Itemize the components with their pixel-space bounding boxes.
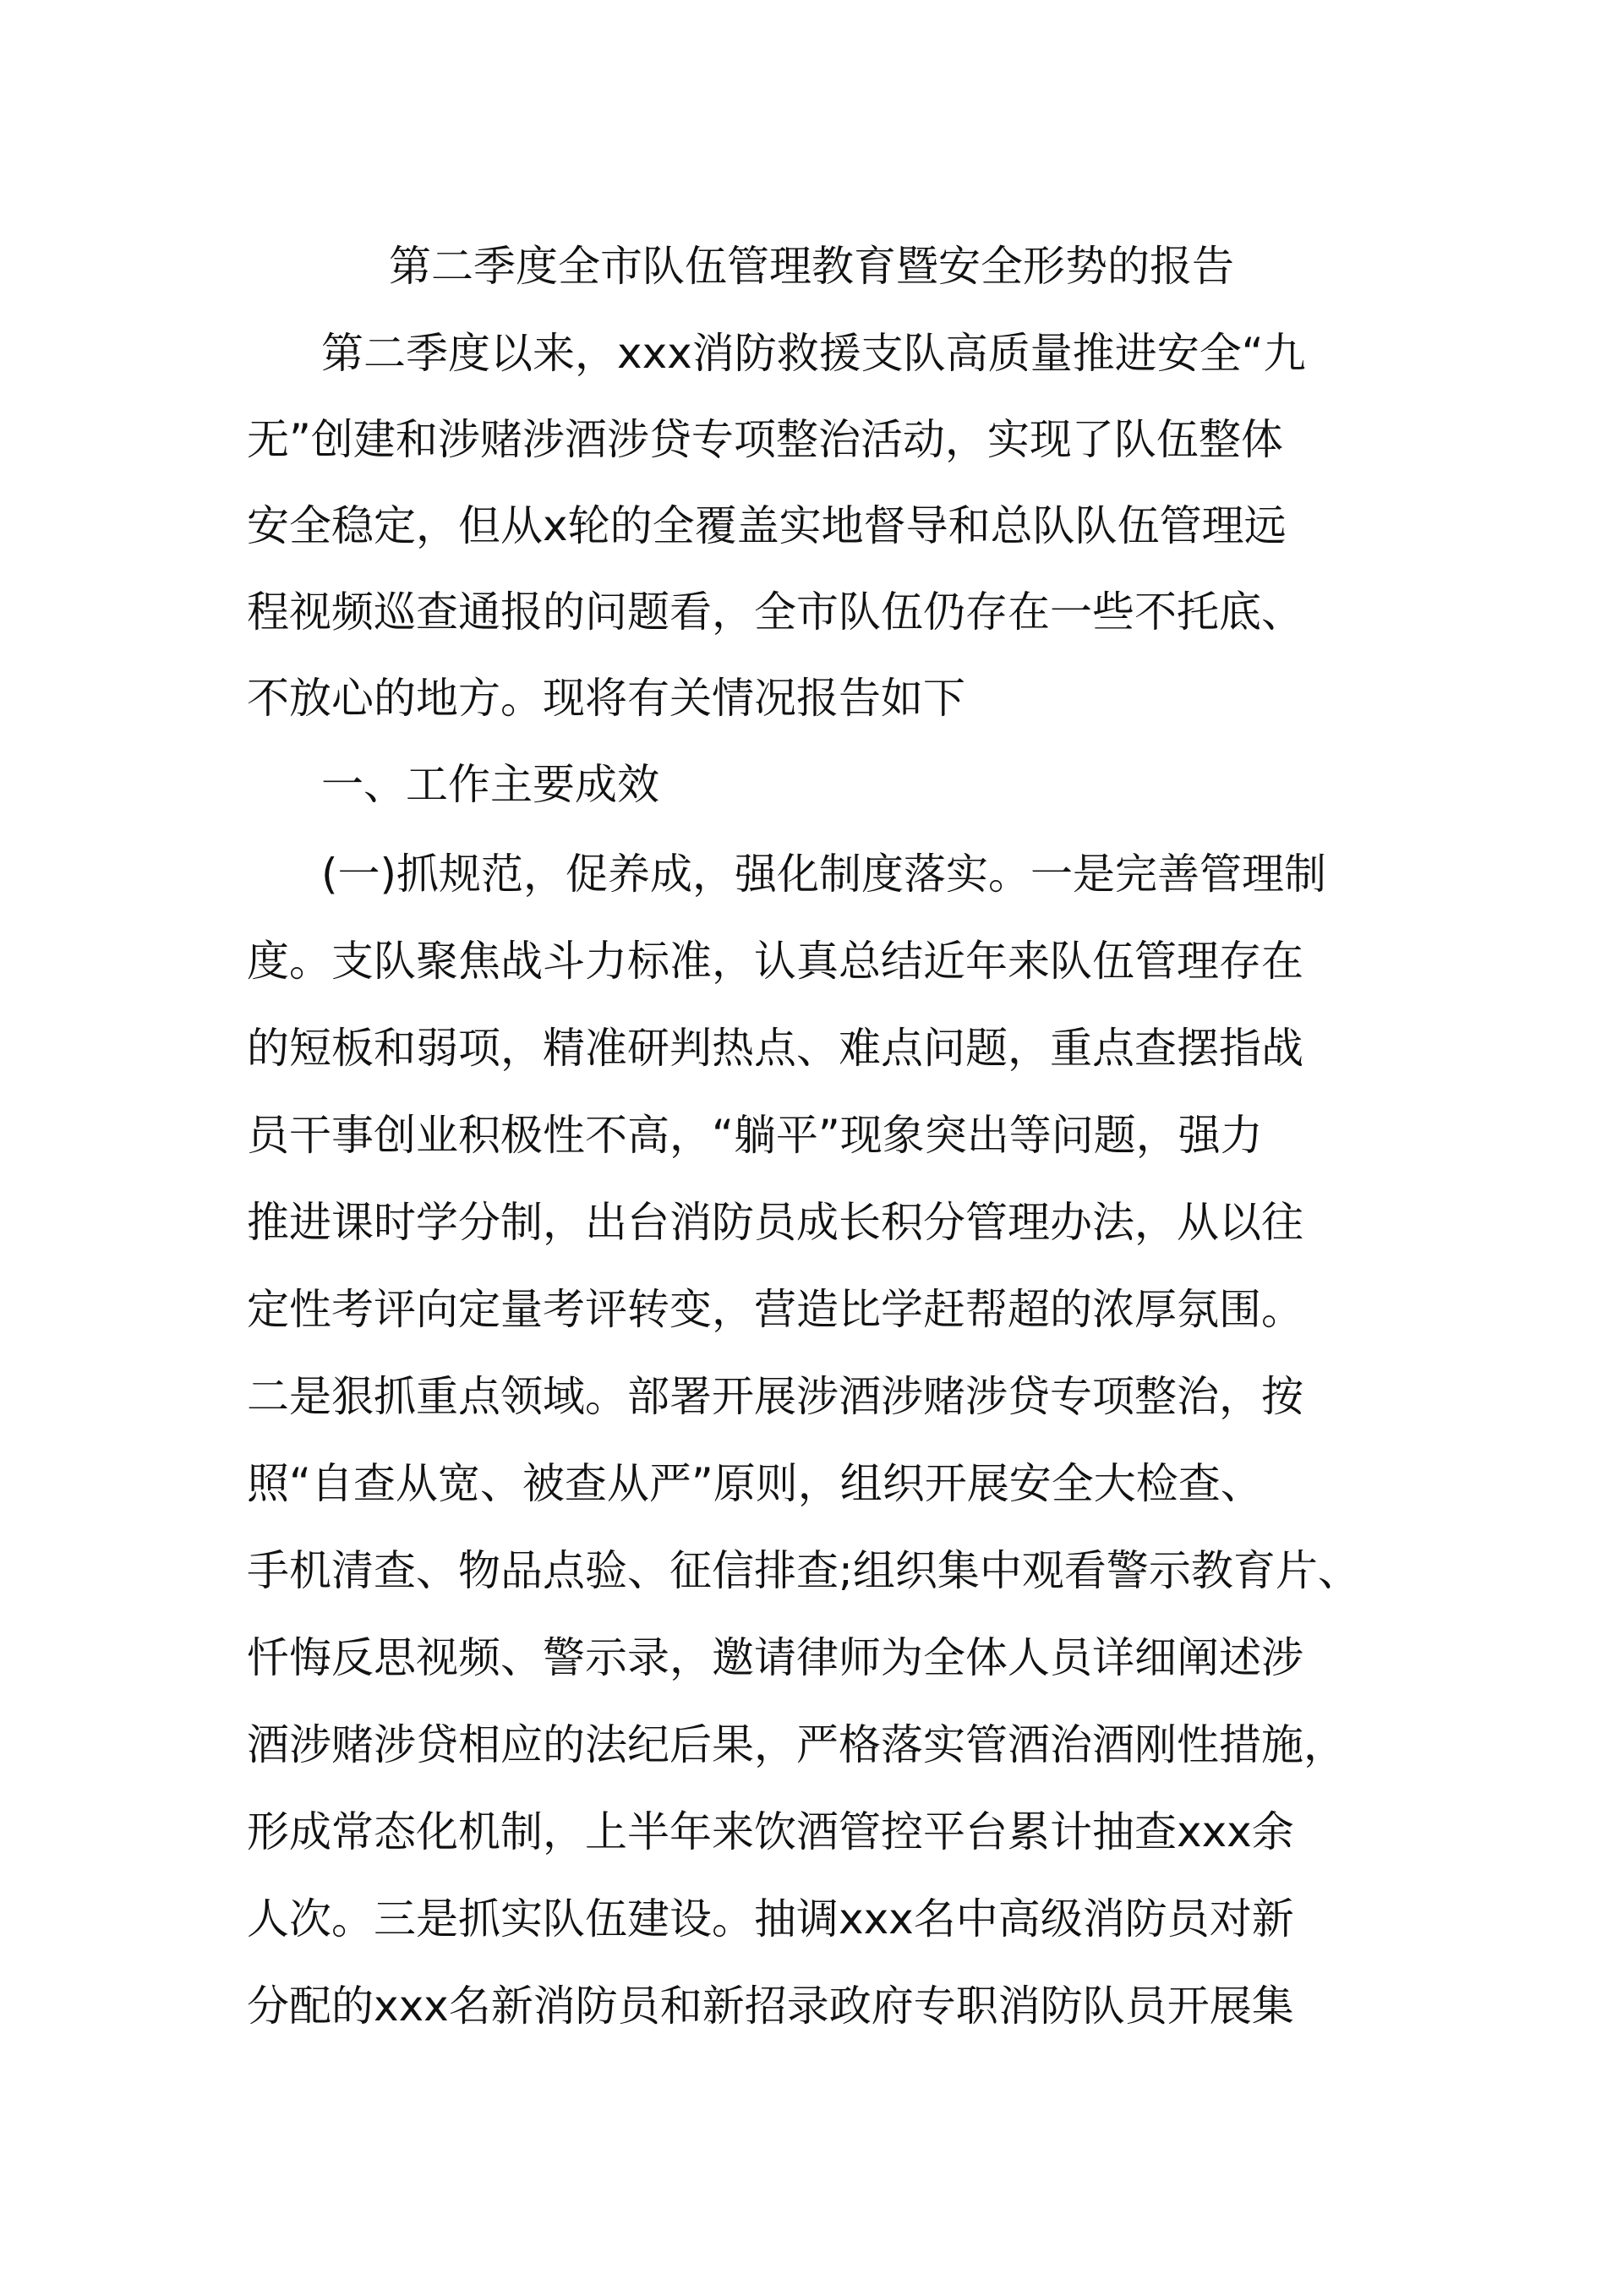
document-page: 第二季度全市队伍管理教育暨安全形势的报告 第二季度以来，xxx消防救援支队高质量推进安全“九 无”创建和涉赌涉酒涉贷专项整治活动，实现了队伍整体 安全稳定，但从x轮的全覆盖实地督导和总队队伍管理远 程视频巡查通报的问题看，全市队伍仍存在一些不托底、 不放心的地方。现将有关情况报告如下 一、工作主要成效 (一)抓规范，促养成，强化制度落实。一是完善管理制 度。支队聚焦战斗力标准，认真总结近年来队伍管理存在 的短板和弱项，精准研判热点、难点问题，重点查摆指战 员干事创业积极性不高，“躺平”现象突出等问题，强力 推进课时学分制，出台消防员成长积分管理办法，从以往 定性考评向定量考评转变，营造比学赶帮超的浓厚氛围。 二是狠抓重点领域。部署开展涉酒涉赌涉贷专项整治，按 照“自查从宽、被查从严”原则，组织开展安全大检查、 手机清查、物品点验、征信排查;组织集中观看警示教育片、 忏悔反思视频、警示录，邀请律师为全体人员详细阐述涉 酒涉赌涉贷相应的法纪后果，严格落实管酒治酒刚性措施， 形成常态化机制，上半年来饮酒管控平台累计抽查xxx余 人次。三是抓实队伍建设。抽调xxx名中高级消防员对新 分配的xxx名新消防员和新招录政府专职消防队员开展集	[0, 0, 1623, 2296]
document-title: 第二季度全市队伍管理教育暨安全形势的报告	[389, 242, 1234, 291]
